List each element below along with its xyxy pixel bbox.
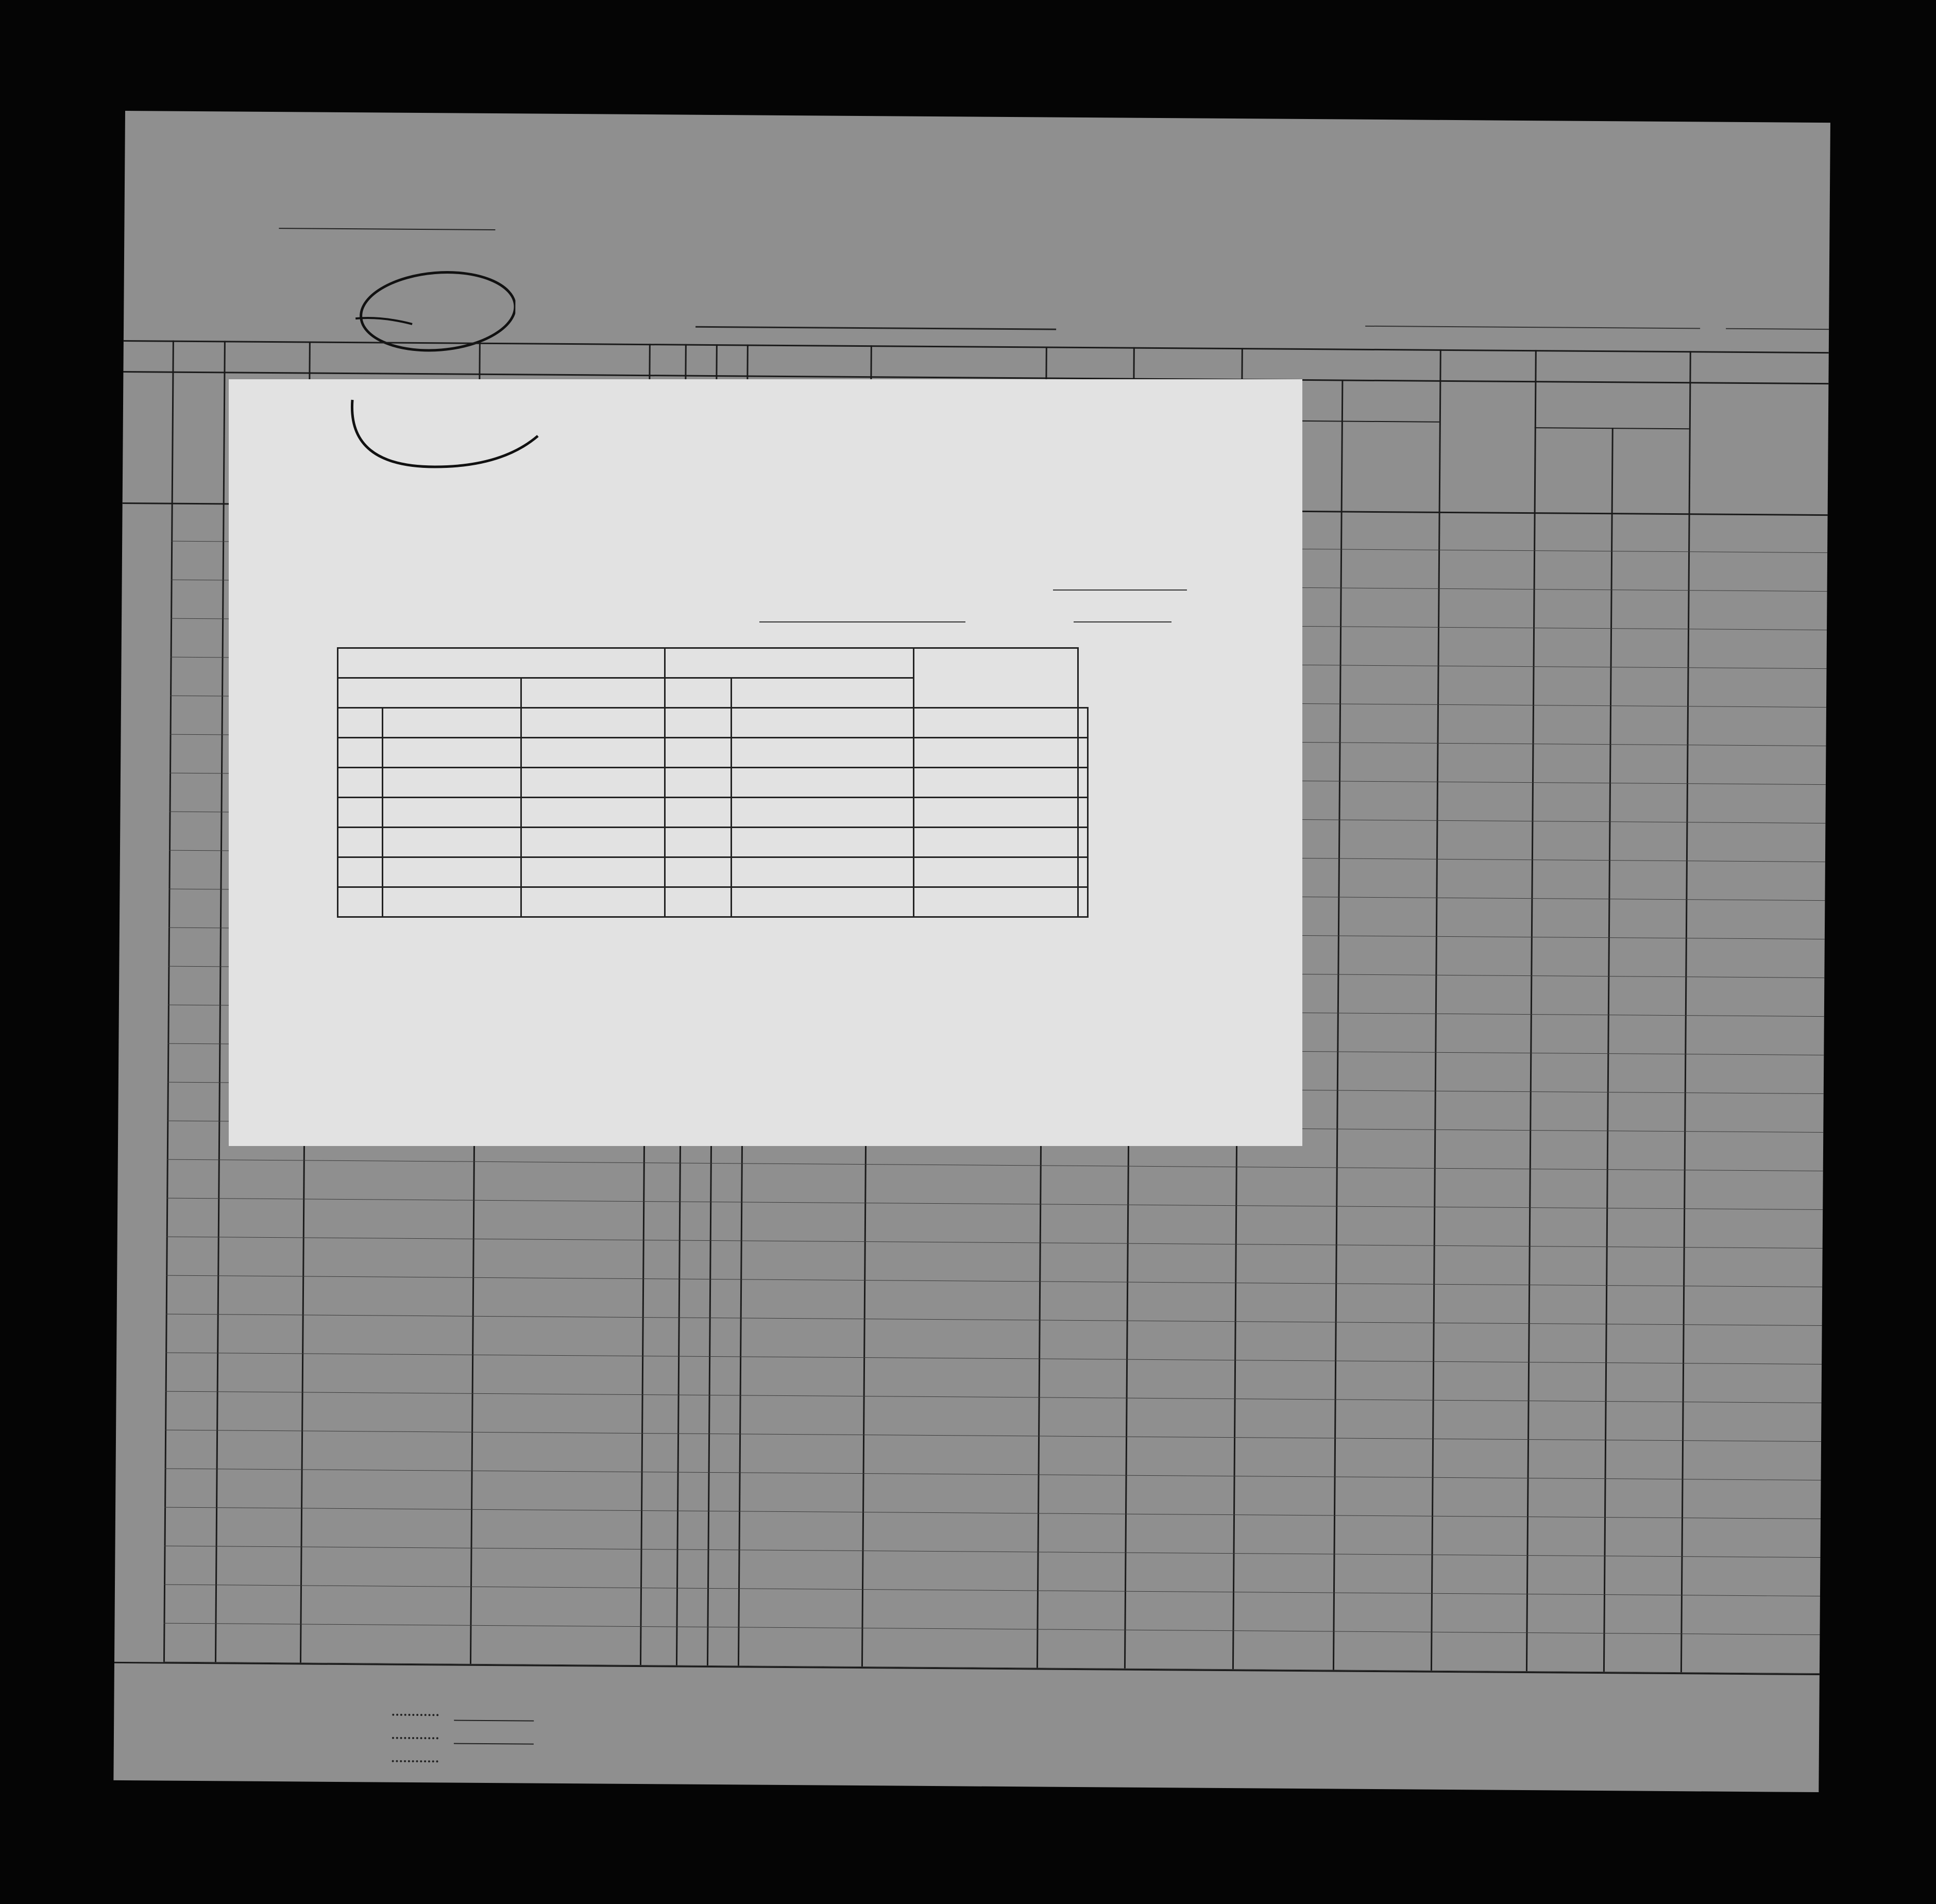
- footer-dots: [392, 1737, 438, 1740]
- card-circle-mark: [332, 390, 548, 493]
- col-number: [1242, 358, 1440, 360]
- row-number: [164, 1523, 216, 1524]
- row-line: [165, 1391, 1822, 1403]
- crew-nationality: [732, 708, 914, 738]
- crew-row: [338, 828, 1088, 857]
- row-number: [167, 1059, 219, 1060]
- crew-rows: [338, 708, 1088, 917]
- crew-age: [665, 887, 732, 917]
- row-number: [171, 518, 223, 519]
- crew-nationality: [732, 887, 914, 917]
- crew-header-name-in-full: [338, 648, 665, 678]
- crew-passport: [914, 887, 1078, 917]
- row-number: [164, 1600, 215, 1601]
- crew-given: [521, 887, 665, 917]
- row-number: [163, 1639, 215, 1640]
- row-line: [163, 1662, 1820, 1674]
- form-header: [187, 137, 331, 138]
- crew-passport: [914, 768, 1078, 798]
- crew-age: [665, 828, 732, 857]
- crew-no: [338, 887, 383, 917]
- row-number: [171, 557, 223, 558]
- crew-given: [521, 828, 665, 857]
- crew-family: [383, 768, 521, 798]
- crew-header-alien-reg: [914, 648, 1078, 708]
- grid-col-line: [1680, 351, 1691, 1673]
- header-city: [1345, 449, 1437, 450]
- header-no-on-list: [175, 420, 221, 421]
- crew-age: [665, 798, 732, 828]
- header-date: [1611, 466, 1689, 467]
- crew-row: [338, 887, 1088, 917]
- row-number: [165, 1407, 216, 1408]
- row-number: [171, 634, 222, 635]
- crew-row: [338, 857, 1088, 887]
- crew-passport: [914, 708, 1078, 738]
- crew-family: [383, 828, 521, 857]
- row-number: [166, 1214, 218, 1215]
- form-department: [187, 137, 331, 138]
- crew-age: [665, 738, 732, 768]
- footer-line: [454, 1743, 534, 1745]
- row-line: [166, 1314, 1822, 1326]
- crew-header-given: [521, 678, 665, 708]
- crew-given: [521, 857, 665, 887]
- grid-col-line: [215, 341, 226, 1662]
- crew-nationality: [732, 768, 914, 798]
- sailing-line-2: [1726, 328, 1829, 330]
- ss-line: [695, 326, 1056, 330]
- crew-alien-reg: [1078, 798, 1088, 828]
- row-number: [167, 1175, 218, 1176]
- crew-no: [338, 798, 383, 828]
- form-old-number: [187, 137, 331, 138]
- crew-row: [338, 738, 1088, 768]
- crew-alien-reg: [1078, 828, 1088, 857]
- row-line: [165, 1430, 1821, 1442]
- crew-header-family: [338, 678, 521, 708]
- row-number: [169, 750, 221, 751]
- row-number: [168, 943, 220, 944]
- crew-nationality: [732, 828, 914, 857]
- col-number: [1535, 360, 1690, 361]
- crew-no: [338, 768, 383, 798]
- crew-alien-reg: [1078, 738, 1088, 768]
- list-line: [279, 228, 495, 230]
- crew-alien-reg: [1078, 768, 1088, 798]
- row-number: [169, 866, 220, 867]
- row-line: [166, 1237, 1823, 1249]
- form-number: [187, 137, 331, 138]
- row-number: [167, 1098, 219, 1099]
- row-number: [168, 982, 219, 983]
- header-data14: [1694, 415, 1828, 416]
- footer-dots: [392, 1760, 438, 1763]
- crew-passport: [914, 798, 1078, 828]
- crew-row: [338, 798, 1088, 828]
- crew-passport: [914, 828, 1078, 857]
- row-number: [166, 1291, 217, 1292]
- footer-dots: [392, 1714, 438, 1716]
- crew-family: [383, 887, 521, 917]
- crew-nationality: [732, 738, 914, 768]
- footer-line: [454, 1720, 534, 1722]
- crew-table: [337, 647, 1089, 918]
- crew-given: [521, 768, 665, 798]
- card-trip-line: [1074, 621, 1171, 622]
- grid-col-line: [1431, 349, 1441, 1671]
- circled-number-ellipse: [350, 262, 516, 361]
- crew-row: [338, 768, 1088, 798]
- header-data14-note: [1694, 459, 1828, 460]
- sailing-line: [1365, 326, 1700, 329]
- crew-card: [229, 379, 1302, 1146]
- col-number: [747, 355, 871, 356]
- card-date-line: [1053, 589, 1187, 591]
- row-line: [166, 1198, 1823, 1210]
- header-visa-note: [1442, 447, 1532, 448]
- grid-col-line: [1603, 428, 1614, 1672]
- crew-age: [665, 857, 732, 887]
- crew-no: [338, 708, 383, 738]
- form-service: [187, 137, 331, 138]
- crew-header-blank: [665, 648, 914, 678]
- row-line: [167, 1159, 1823, 1171]
- crew-given: [521, 708, 665, 738]
- grid-col-line: [1526, 350, 1537, 1672]
- crew-header-age: [665, 678, 732, 708]
- grid-bottom-line: [114, 1662, 1820, 1675]
- crew-given: [521, 738, 665, 768]
- card-plane-line: [759, 621, 965, 622]
- crew-no: [338, 738, 383, 768]
- crew-alien-reg: [1078, 887, 1088, 917]
- row-line: [164, 1546, 1821, 1558]
- crew-given: [521, 798, 665, 828]
- col-number: [871, 356, 1046, 357]
- crew-family: [383, 798, 521, 828]
- crew-no: [338, 828, 383, 857]
- row-line: [165, 1353, 1822, 1364]
- row-line: [164, 1623, 1820, 1635]
- row-line: [164, 1585, 1820, 1596]
- crew-alien-reg: [1078, 708, 1088, 738]
- crew-family: [383, 708, 521, 738]
- header-issued: [1535, 399, 1689, 400]
- crew-family: [383, 857, 521, 887]
- crew-age: [665, 768, 732, 798]
- crew-no: [338, 857, 383, 887]
- row-line: [164, 1507, 1821, 1519]
- row-line: [166, 1275, 1822, 1287]
- crew-family: [383, 738, 521, 768]
- crew-passport: [914, 738, 1078, 768]
- form-edition: [187, 137, 331, 138]
- row-line: [165, 1469, 1821, 1480]
- manifest-rows: [125, 111, 1830, 123]
- crew-nationality: [732, 857, 914, 887]
- crew-row: [338, 708, 1088, 738]
- grid-col-line: [163, 341, 174, 1662]
- crew-header-nationality: [732, 678, 914, 708]
- crew-nationality: [732, 798, 914, 828]
- col-number: [1690, 361, 1829, 362]
- crew-alien-reg: [1078, 857, 1088, 887]
- crew-age: [665, 708, 732, 738]
- crew-passport: [914, 857, 1078, 887]
